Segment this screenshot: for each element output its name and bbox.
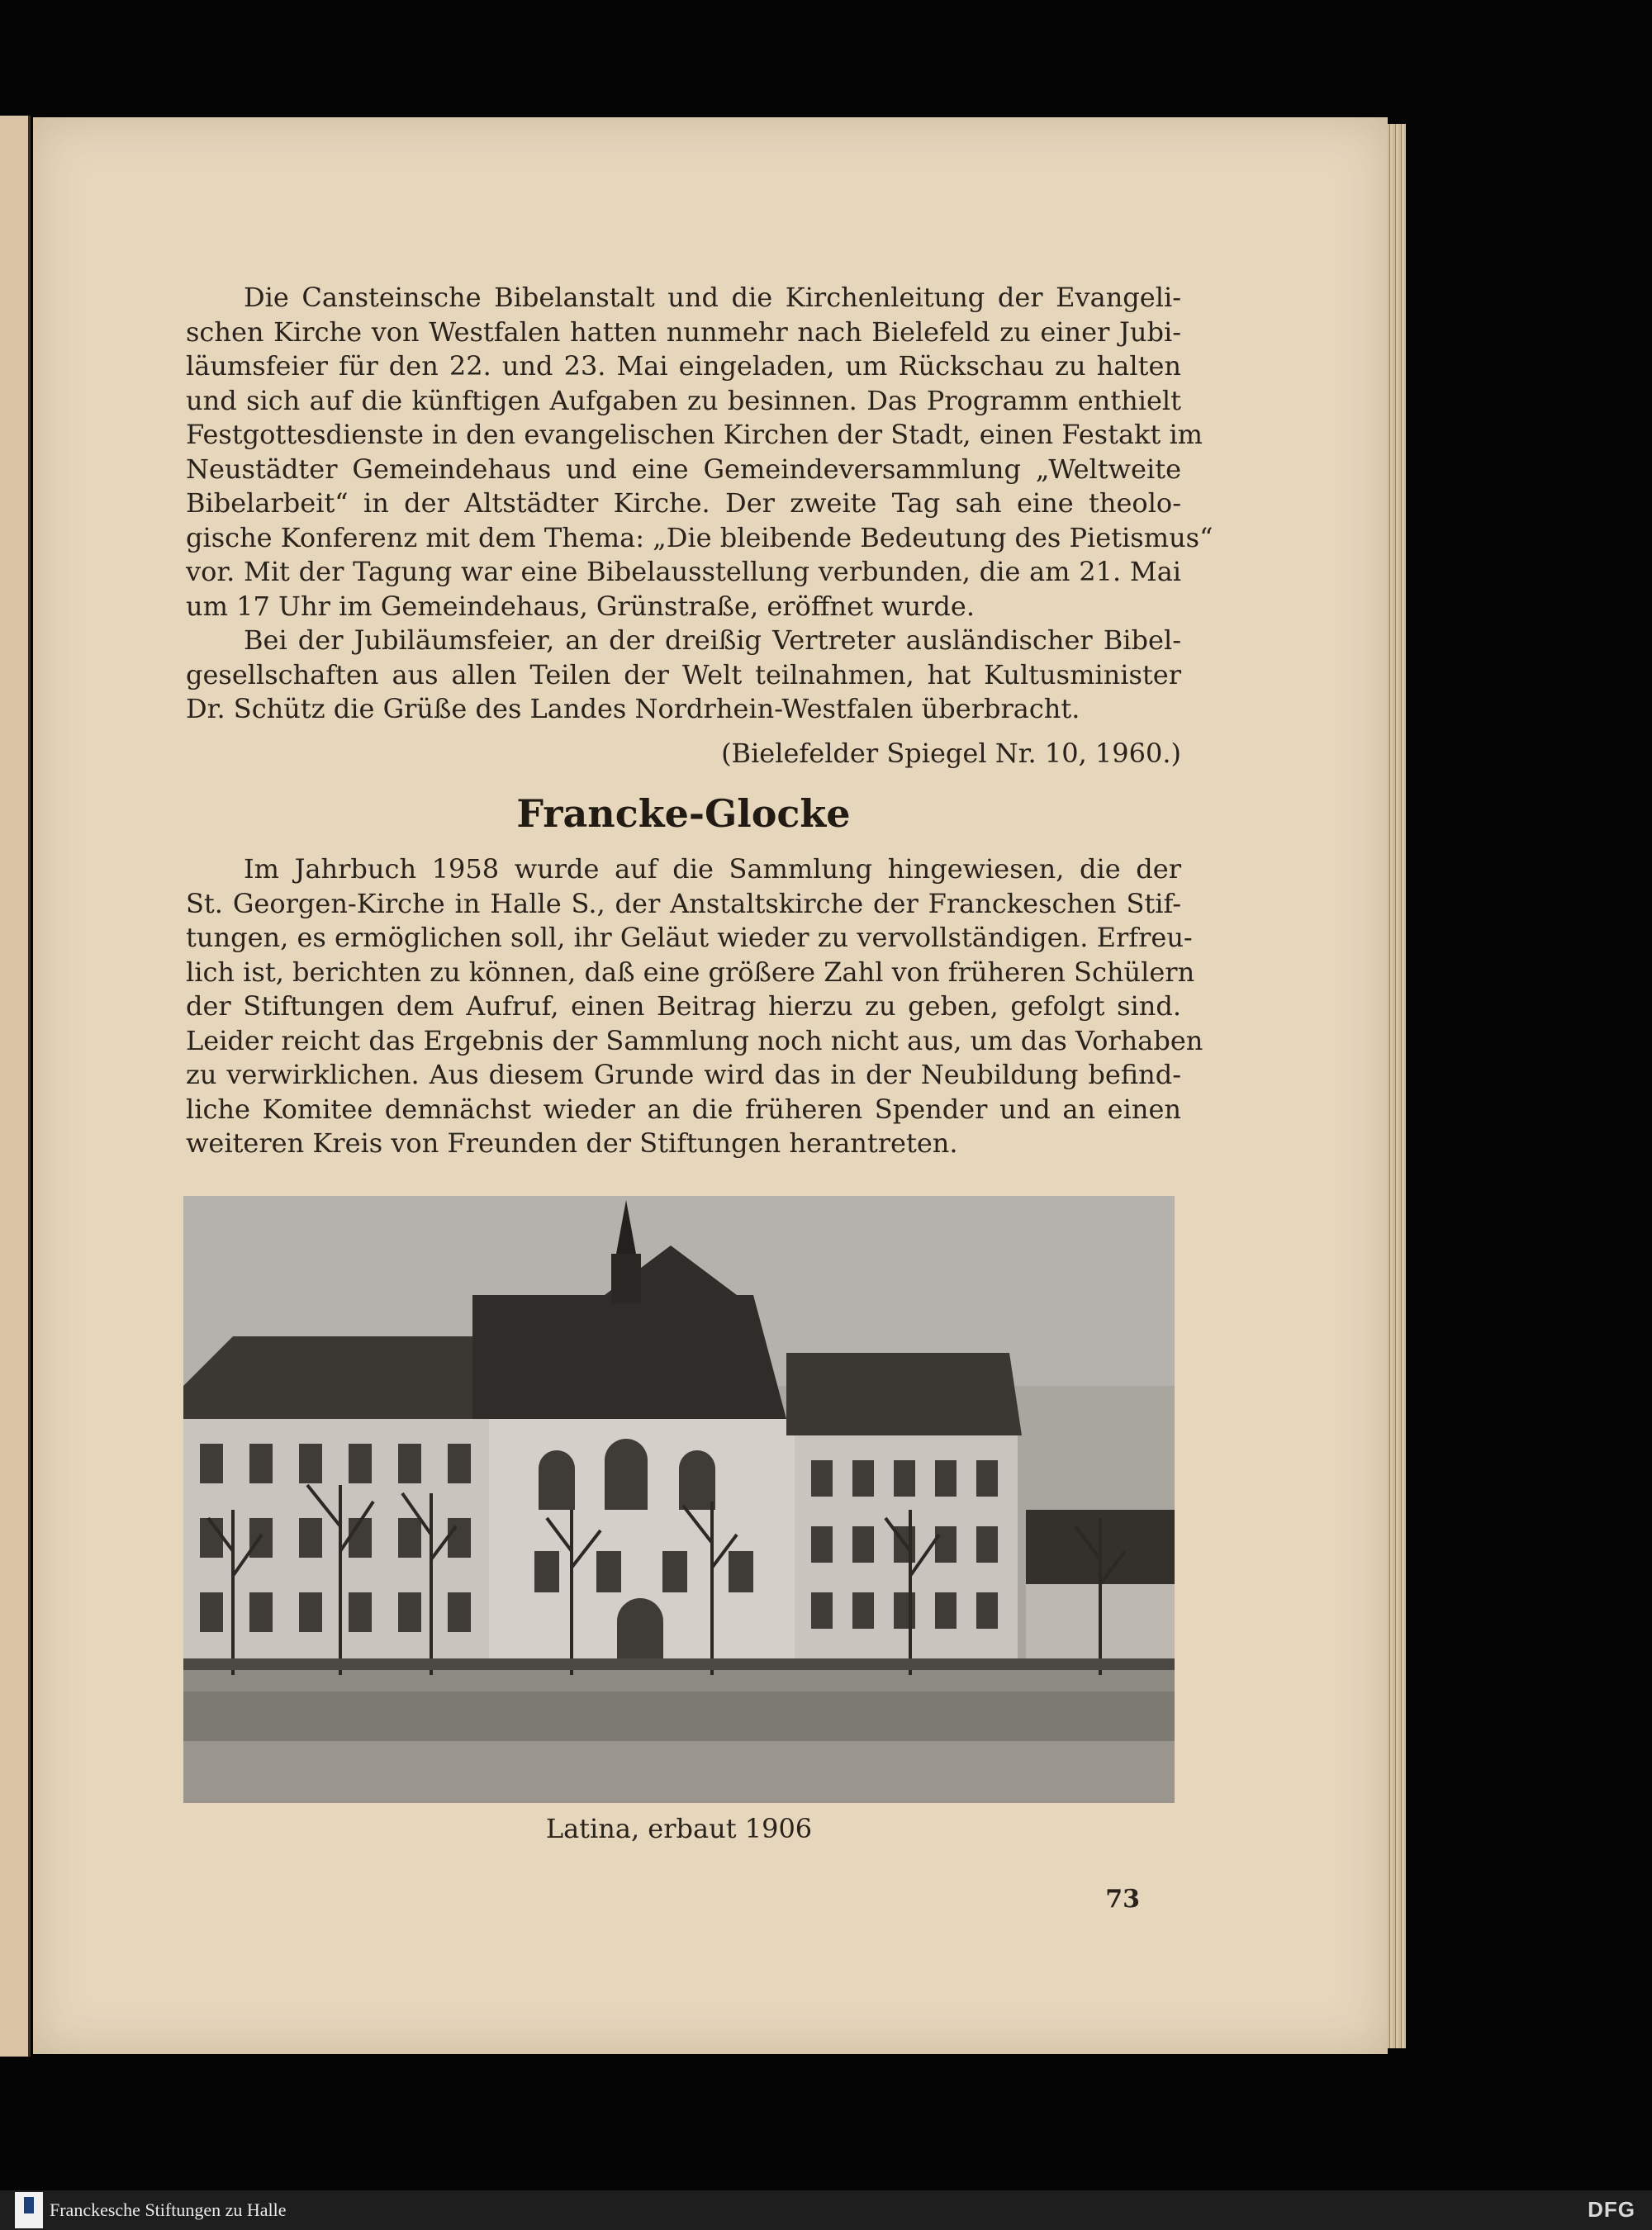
paragraph-3 — [186, 852, 1203, 1161]
latina-building-illustration — [183, 1196, 1175, 1803]
paragraph-bibelanstalt — [186, 281, 1213, 727]
text-line: St. Georgen-Kirche in Halle S., der Anstaltskirche der Franckeschen Stif- — [186, 887, 1181, 919]
paragraph-2 — [186, 624, 1181, 727]
text-line: Im Jahrbuch 1958 wurde auf die Sammlung hingewiesen, die der — [244, 853, 1181, 885]
paragraph-1 — [186, 281, 1213, 624]
text-line: Festgottesdienste in den evangelischen Kirchen der Stadt, einen Festakt im — [186, 419, 1203, 450]
text-line: tungen, es ermöglichen soll, ihr Geläut wieder zu vervollständigen. Erfreu- — [186, 922, 1193, 953]
text-line: gesellschaften aus allen Teilen der Welt teilnahmen, hat Kultusminister — [186, 658, 1181, 690]
source-citation: (Bielefelder Spiegel Nr. 10, 1960.) — [721, 738, 1181, 769]
text-line: weiteren Kreis von Freunden der Stiftungen herantreten. — [186, 1127, 958, 1159]
text-line: Die Cansteinsche Bibelanstalt und die Kirchenleitung der Evangeli- — [244, 282, 1181, 313]
text-line: um 17 Uhr im Gemeindehaus, Grünstraße, eröffnet wurde. — [186, 590, 976, 622]
section-heading: Francke-Glocke — [516, 791, 851, 836]
building-photo — [183, 1196, 1175, 1803]
text-line: der Stiftungen dem Aufruf, einen Beitrag hierzu zu geben, gefolgt sind. — [186, 990, 1181, 1022]
institution-name: Franckesche Stiftungen zu Halle — [50, 2199, 287, 2220]
institution-logo-icon — [15, 2192, 43, 2228]
text-line: Leider reicht das Ergebnis der Sammlung noch nicht aus, um das Vorhaben — [186, 1024, 1203, 1056]
text-line: Bei der Jubiläumsfeier, an der dreißig Vertreter ausländischer Bibel- — [244, 624, 1181, 656]
text-line: und sich auf die künftigen Aufgaben zu besinnen. Das Programm enthielt — [186, 384, 1181, 416]
text-line: schen Kirche von Westfalen hatten nunmehr nach Bielefeld zu einer Jubi- — [186, 316, 1181, 348]
text-line: gische Konferenz mit dem Thema: „Die bleibende Bedeutung des Pietismus“ — [186, 521, 1213, 553]
text-line: lich ist, berichten zu können, daß eine größere Zahl von früheren Schülern — [186, 956, 1195, 988]
dfg-logo: DFG — [1588, 2197, 1635, 2222]
text-line: läumsfeier für den 22. und 23. Mai eingeladen, um Rückschau zu halten — [186, 350, 1181, 382]
text-line: Neustädter Gemeindehaus und eine Gemeindeversammlung „Weltweite — [186, 453, 1181, 485]
photo-caption: Latina, erbaut 1906 — [545, 1813, 813, 1844]
text-line: Bibelarbeit“ in der Altstädter Kirche. Der zweite Tag sah eine theolo- — [186, 487, 1181, 519]
text-line: Dr. Schütz die Grüße des Landes Nordrhein-Westfalen überbracht. — [186, 693, 1080, 724]
text-line: vor. Mit der Tagung war eine Bibelausstellung verbunden, die am 21. Mai — [186, 556, 1181, 587]
paragraph-francke-glocke — [186, 852, 1203, 1161]
text-line: zu verwirklichen. Aus diesem Grunde wird das in der Neubildung befind- — [186, 1059, 1181, 1090]
page-number: 73 — [1105, 1885, 1140, 1914]
previous-page-edge — [0, 116, 31, 2057]
text-line: liche Komitee demnächst wieder an die früheren Spender und an einen — [186, 1093, 1181, 1125]
